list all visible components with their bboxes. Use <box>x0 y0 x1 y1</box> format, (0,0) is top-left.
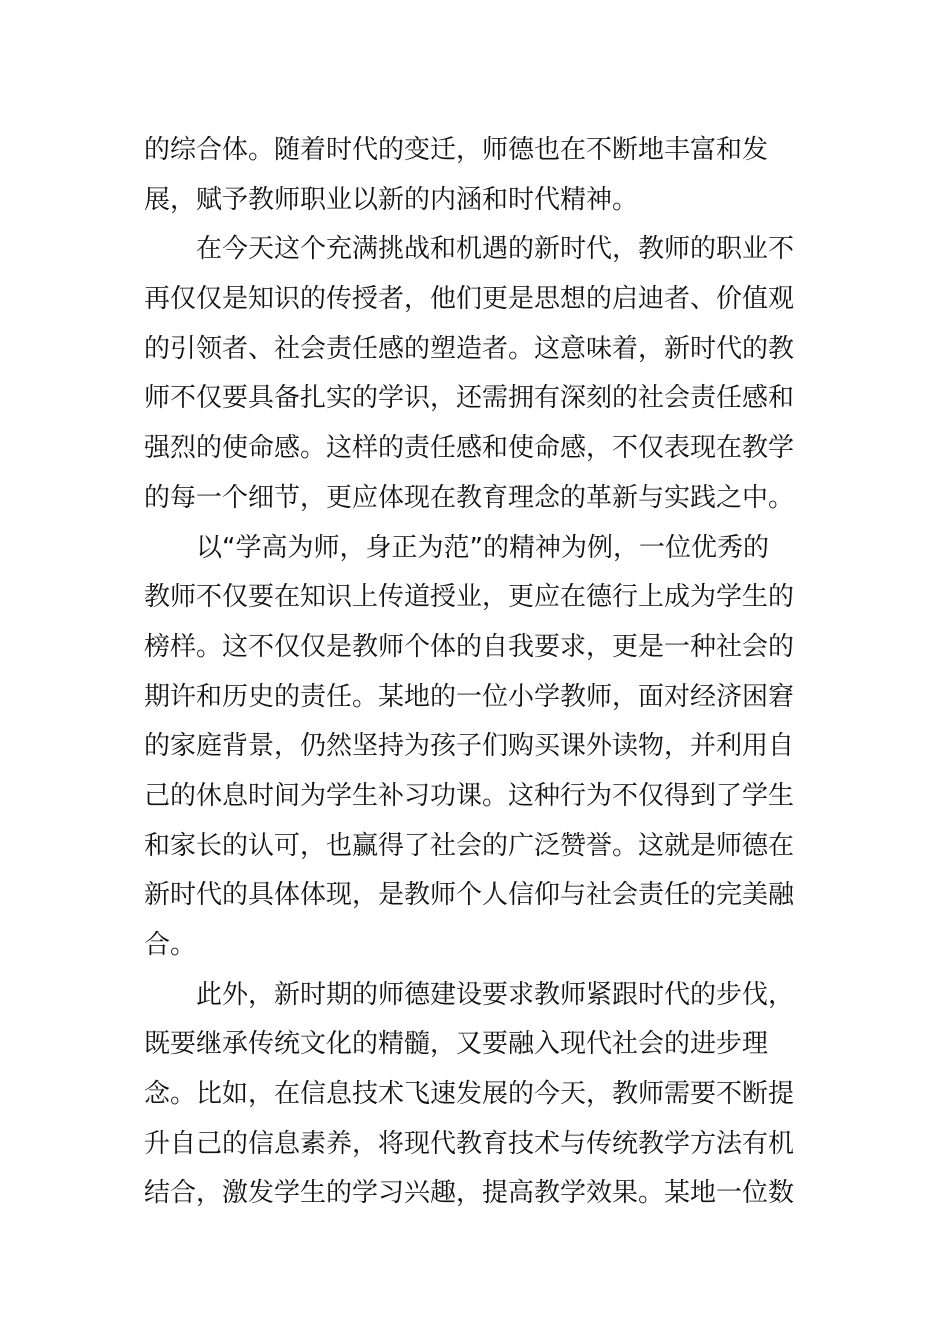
text-line: 升自己的信息素养，将现代教育技术与传统教学方法有机 <box>144 1128 795 1159</box>
text-line: 和家长的认可，也赢得了社会的广泛赞誉。这就是师德在 <box>144 830 795 861</box>
text-line: 合。 <box>144 930 197 960</box>
paragraph-first-line: 此外，新时期的师德建设要求教师紧跟时代的步伐， <box>196 979 795 1010</box>
text-line: 结合，激发学生的学习兴趣，提高教学效果。某地一位数 <box>144 1178 795 1209</box>
text-line: 的引领者、社会责任感的塑造者。这意味着，新时代的教 <box>144 333 795 364</box>
text-line: 榜样。这不仅仅是教师个体的自我要求，更是一种社会的 <box>144 631 795 662</box>
paragraph-first-line: 在今天这个充满挑战和机遇的新时代，教师的职业不 <box>196 234 795 265</box>
text-line: 既要继承传统文化的精髓，又要融入现代社会的进步理 <box>144 1029 769 1060</box>
text-line: 期许和历史的责任。某地的一位小学教师，面对经济困窘 <box>144 681 795 712</box>
text-line: 展，赋予教师职业以新的内涵和时代精神。 <box>144 184 639 215</box>
body-text <box>144 126 816 1219</box>
text-line: 师不仅要具备扎实的学识，还需拥有深刻的社会责任感和 <box>144 383 795 414</box>
text-line: 念。比如，在信息技术飞速发展的今天，教师需要不断提 <box>144 1079 795 1110</box>
text-line: 的综合体。随着时代的变迁，师德也在不断地丰富和发 <box>144 135 769 165</box>
paragraph-first-line: 以“学高为师，身正为范”的精神为例，一位优秀的 <box>196 532 769 563</box>
text-line: 的每一个细节，更应体现在教育理念的革新与实践之中。 <box>144 482 795 513</box>
text-line: 的家庭背景，仍然坚持为孩子们购买课外读物，并利用自 <box>144 731 795 762</box>
text-line: 教师不仅要在知识上传道授业，更应在德行上成为学生的 <box>144 582 795 613</box>
text-line: 新时代的具体体现，是教师个人信仰与社会责任的完美融 <box>144 880 795 911</box>
text-line: 强烈的使命感。这样的责任感和使命感，不仅表现在教学 <box>144 433 795 464</box>
text-line: 己的休息时间为学生补习功课。这种行为不仅得到了学生 <box>144 780 795 811</box>
text-line: 再仅仅是知识的传授者，他们更是思想的启迪者、价值观 <box>144 284 795 315</box>
